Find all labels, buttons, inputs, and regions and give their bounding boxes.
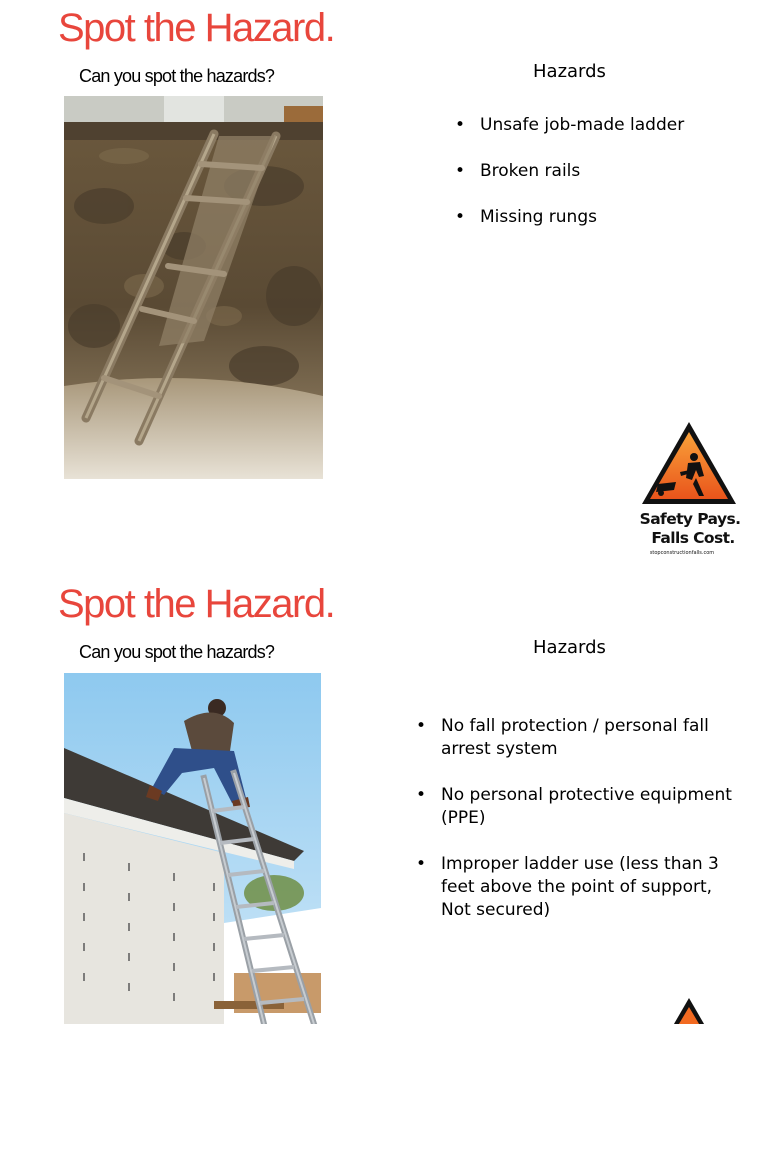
safety-pays-logo <box>636 420 752 562</box>
slide-2 <box>0 576 768 1152</box>
hazard-item: • Improper ladder use (less than 3 feet above the point of support, Not secured) <box>416 853 736 922</box>
logo-url: stopconstructionfalls.com <box>649 550 715 556</box>
hazard-item: • No fall protection / personal fall arrest system <box>416 715 736 761</box>
hazard-item: • No personal protective equipment (PPE) <box>416 784 736 830</box>
slide-subtitle: Can you spot the hazards? <box>79 642 275 662</box>
safety-logo-partial <box>661 996 721 1024</box>
hazards-heading: Hazards <box>533 637 606 658</box>
hazard-item: • Unsafe job-made ladder <box>455 114 695 137</box>
hazard-list <box>416 715 736 945</box>
logo-line-2: Falls Cost. <box>651 529 735 547</box>
logo-line-1: Safety Pays. <box>639 510 741 528</box>
roof-ladder-photo <box>64 673 321 1024</box>
slide-title: Spot the Hazard. <box>58 6 335 50</box>
hazard-item: • Missing rungs <box>455 206 695 229</box>
wooden-ladder-photo <box>64 96 323 479</box>
slide-subtitle: Can you spot the hazards? <box>79 66 275 86</box>
hazard-list <box>455 114 695 252</box>
hazard-item: • Broken rails <box>455 160 695 183</box>
slide-title: Spot the Hazard. <box>58 582 335 626</box>
hazards-heading: Hazards <box>533 61 606 82</box>
